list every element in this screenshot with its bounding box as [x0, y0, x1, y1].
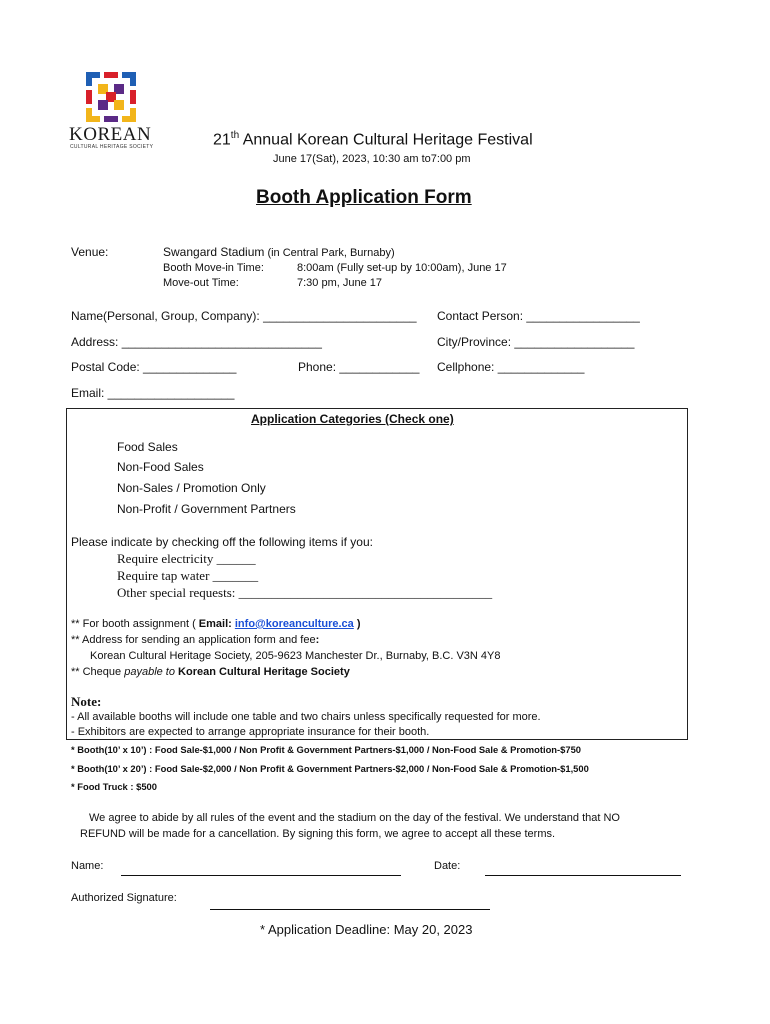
festival-date: June 17(Sat), 2023, 10:30 am to7:00 pm	[273, 153, 471, 165]
venue-location: (in Central Park, Burnaby)	[264, 247, 395, 259]
cellphone-field[interactable]: Cellphone: _____________	[437, 360, 585, 374]
assignment-email-label: Email:	[198, 618, 235, 630]
application-deadline: * Application Deadline: May 20, 2023	[260, 922, 473, 937]
contact-person-field[interactable]: Contact Person: _________________	[437, 309, 640, 323]
date-label: Date:	[434, 860, 461, 872]
name-label: Name:	[71, 860, 104, 872]
email-link[interactable]: info@koreanculture.ca	[234, 618, 354, 630]
festival-title	[213, 130, 533, 149]
cheque-payee: Korean Cultural Heritage Society	[174, 666, 350, 678]
form-title: Booth Application Form	[256, 187, 472, 208]
name-signature-line[interactable]	[121, 875, 401, 876]
venue-label: Venue:	[71, 245, 109, 259]
extras-intro: Please indicate by checking off the following items if you:	[71, 535, 373, 549]
email-field[interactable]: Email: ___________________	[71, 386, 235, 400]
date-signature-line[interactable]	[485, 875, 681, 876]
logo-mark	[86, 72, 136, 122]
categories-heading: Application Categories (Check one)	[251, 412, 454, 426]
auth-signature-label: Authorized Signature:	[71, 892, 177, 904]
fee-booth-10x10: * Booth(10’ x 10’) : Food Sale-$1,000 / Non Profit & Government Partners-$1,000 / Non-Food Sale & Promotion-$750	[71, 744, 582, 755]
title-rest: Annual Korean Cultural Heritage Festival	[239, 131, 533, 149]
require-tap-water[interactable]: Require tap water _______	[117, 568, 259, 583]
moveout-value: 7:30 pm, June 17	[297, 277, 383, 289]
other-requests[interactable]: Other special requests: _______________________________________	[117, 585, 493, 600]
cheque-payable: payable to	[124, 666, 175, 678]
name-field[interactable]: Name(Personal, Group, Company): _______________________	[71, 309, 417, 323]
mailing-colon: :	[315, 634, 320, 646]
agreement-line-2: REFUND will be made for a cancellation. By signing this form, we agree to accept all these terms.	[80, 828, 556, 840]
assignment-prefix: ** For booth assignment (	[71, 618, 199, 630]
phone-field[interactable]: Phone: ____________	[298, 360, 420, 374]
cheque-line	[71, 666, 350, 678]
society-address: Korean Cultural Heritage Society, 205-9623 Manchester Dr., Burnaby, B.C. V3N 4Y8	[90, 650, 501, 662]
require-electricity[interactable]: Require electricity ______	[117, 551, 256, 566]
mailing-address-line	[71, 634, 319, 646]
mailing-prefix: ** Address for sending an application form and fee	[71, 634, 316, 646]
moveout-label: Move-out Time:	[163, 277, 239, 289]
category-label: Food Sales	[117, 440, 178, 454]
address-field[interactable]: Address: ______________________________	[71, 335, 322, 349]
note-line-1: - All available booths will include one table and two chairs unless specifically requested for more.	[71, 711, 541, 723]
postal-code-field[interactable]: Postal Code: ______________	[71, 360, 237, 374]
note-line-2: - Exhibitors are expected to arrange appropriate insurance for their booth.	[71, 726, 430, 738]
venue-stadium: Swangard Stadium	[163, 245, 265, 259]
booth-assignment-line	[71, 618, 361, 630]
logo-subtext: CULTURAL HERITAGE SOCIETY	[70, 144, 154, 150]
city-province-field[interactable]: City/Province: __________________	[437, 335, 635, 349]
title-ordinal-suffix: th	[230, 130, 240, 141]
fee-food-truck: * Food Truck : $500	[71, 781, 157, 792]
agreement-line-1: We agree to abide by all rules of the event and the stadium on the day of the festival. We understand that NO	[89, 812, 620, 824]
fee-booth-10x20: * Booth(10’ x 20’) : Food Sale-$2,000 / Non Profit & Government Partners-$2,000 / Non-Food Sale & Promotion-$1,500	[71, 763, 589, 774]
assignment-suffix: )	[353, 618, 361, 630]
venue-name	[163, 245, 395, 259]
movein-label: Booth Move-in Time:	[163, 262, 264, 274]
logo	[66, 70, 156, 150]
movein-value: 8:00am (Fully set-up by 10:00am), June 17	[297, 262, 507, 274]
category-label: Non-Sales / Promotion Only	[117, 481, 266, 495]
auth-signature-line[interactable]	[210, 909, 490, 910]
title-ordinal: 21	[213, 131, 231, 149]
category-label: Non-Profit / Government Partners	[117, 502, 296, 516]
category-label: Non-Food Sales	[117, 460, 204, 474]
cheque-prefix: ** Cheque	[71, 666, 125, 678]
logo-text: KOREAN	[69, 124, 152, 145]
note-label: Note:	[71, 694, 102, 709]
